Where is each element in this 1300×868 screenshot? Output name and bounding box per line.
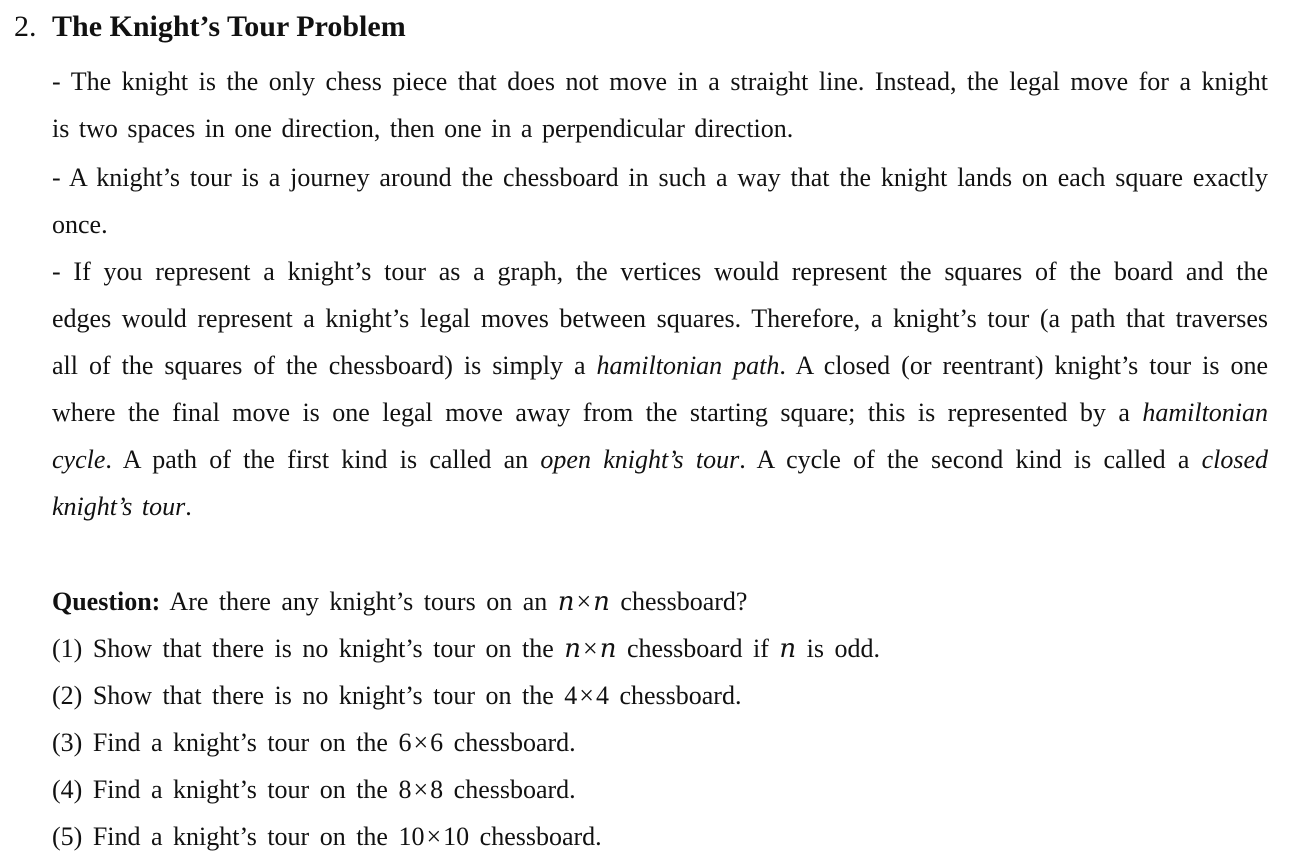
section-title: The Knight’s Tour Problem	[52, 10, 406, 43]
board-size: 4	[564, 681, 578, 710]
exercise-text: chessboard.	[619, 681, 742, 710]
board-size: 8	[430, 775, 444, 804]
board-size: 6	[430, 728, 444, 757]
term-closed-knights-tour: closed knight’s tour	[52, 445, 1269, 521]
times-symbol: ×	[413, 728, 429, 757]
exercise-text: chessboard.	[453, 728, 576, 757]
paragraph-text: . A closed (or reentrant) knight’s tour is one where the final move is one legal move away from the starting square; this is represented by a	[52, 351, 1268, 427]
term-hamiltonian-path: hamiltonian path	[596, 351, 780, 380]
question-label: Question:	[52, 587, 161, 616]
exercise-text: chessboard.	[479, 822, 602, 851]
question-text: chessboard?	[620, 587, 748, 616]
times-symbol: ×	[426, 822, 442, 851]
exercise-text: chessboard.	[453, 775, 576, 804]
exercise-text: chessboard if	[626, 634, 769, 663]
math-n: n	[599, 634, 617, 664]
board-size: 6	[398, 728, 412, 757]
exercise-text: is odd.	[806, 634, 880, 663]
paragraph-knights-tour: - A knight’s tour is a journey around the chessboard in such a way that the knight lands on each square exactly once.	[52, 163, 1268, 239]
paragraph-text: . A path of the first kind is called an	[105, 445, 529, 474]
exercise-item-5	[52, 813, 602, 860]
exercise-text: (1) Show that there is no knight’s tour on the	[52, 634, 554, 663]
term-hamiltonian-cycle: hamiltonian cycle	[52, 398, 1269, 474]
times-symbol: ×	[583, 634, 598, 663]
times-symbol: ×	[579, 681, 594, 710]
exercise-item-4	[52, 766, 576, 813]
math-n: n	[779, 634, 797, 664]
board-size: 10	[443, 822, 470, 851]
paragraph-graph-representation	[52, 248, 1268, 530]
times-symbol: ×	[413, 775, 429, 804]
paragraph-text: - If you represent a knight’s tour as a graph, the vertices would represent the squares of the board and the edges would represent a knight’s legal moves between squares. Therefore, a knight’s tour (a path that traverses all of the squares of the chessboard) is simply a	[52, 257, 1268, 380]
math-n: n	[564, 634, 582, 664]
paragraph-text: . A cycle of the second kind is called a	[739, 445, 1190, 474]
section-heading	[14, 8, 406, 46]
board-size: 10	[398, 822, 425, 851]
exercise-text: (4) Find a knight’s tour on the	[52, 775, 388, 804]
section-number: 2.	[14, 10, 37, 43]
paragraph-text: .	[185, 492, 192, 521]
paragraph-knight-move: - The knight is the only chess piece that does not move in a straight line. Instead, the legal move for a knight is two spaces in one direction, then one in a perpendicular direction.	[52, 67, 1268, 143]
question-text: Are there any knight’s tours on an	[169, 587, 548, 616]
math-n: n	[593, 587, 610, 617]
exercise-text: (5) Find a knight’s tour on the	[52, 822, 388, 851]
exercise-item-3	[52, 719, 576, 766]
term-open-knights-tour: open knight’s tour	[540, 445, 740, 474]
exercise-text: (3) Find a knight’s tour on the	[52, 728, 388, 757]
board-size: 4	[595, 681, 609, 710]
exercise-item-2	[52, 672, 741, 719]
exercise-item-1	[52, 625, 880, 673]
board-size: 8	[398, 775, 412, 804]
times-symbol: ×	[576, 587, 592, 616]
math-n: n	[557, 587, 575, 617]
exercise-text: (2) Show that there is no knight’s tour on the	[52, 681, 554, 710]
question-line	[52, 578, 747, 626]
